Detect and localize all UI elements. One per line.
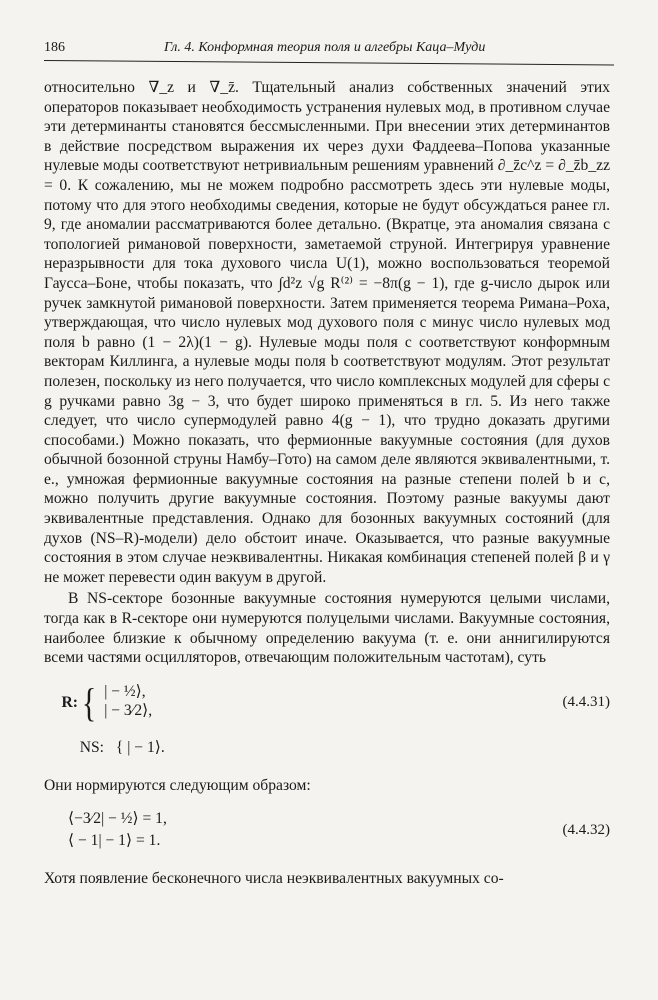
eq-ns-label: NS: xyxy=(79,738,104,756)
ns-state: { | − 1⟩. xyxy=(115,738,165,756)
page-number: 186 xyxy=(44,40,65,55)
equation-4-4-31 xyxy=(44,682,610,760)
r-states xyxy=(104,682,152,721)
paragraph-1: относительно ∇_z и ∇_z̄. Тщательный анализ собственных значений этих операторов показывает необходимость устранения нулевых мод, в противном случае эти детерминанты становятся бессмысленными. При внесении этих детерминантов в действие посредством выражения их через духи Фаддеева–Попова указанные нулевые моды соответствуют нетривиальным решениям уравнений ∂_z̄c^z = ∂_z̄b_zz = 0. К сожалению, мы не можем подробно рассмотреть здесь эти нулевые моды, потому что для этого необходимы сведения, которые не будут обсуждаться ранее гл. 9, где аномалии рассматриваются более детально. (Вкратце, эта аномалия связана с топологией римановой поверхности, заметаемой струной. Интегрируя уравнение неразрывности для тока духового числа U(1), можно воспользоваться теоремой Гаусса–Боне, чтобы показать, что ∫d²z √g R⁽²⁾ = −8π(g − 1), где g-число дырок или ручек замкнутой римановой поверхности. Затем применяется теорема Римана–Роха, утверждающая, что число нулевых мод духового поля c минус число нулевых мод поля b равно (1 − 2λ)(1 − g). Нулевые моды поля c соответствуют конформным векторам Киллинга, а нулевые моды поля b соответствуют модулям. Этот результат полезен, поскольку из него получается, что число комплексных модулей для сферы с g ручками равно 3g − 3, что будет широко применяться в гл. 5. Из него также следует, что число супермодулей равно 4(g − 1), что трудно доказать другими способами.) Можно показать, что фермионные вакуумные состояния (для духов обычной бозонной струны Намбу–Гото) на самом деле являются эквивалентными, т. е., умножая фермионные вакуумные состояния на разные степени полей b и c, можно получить другие вакуумные состояния. Поэтому разные вакуумы дают эквивалентные представления. Однако для бозонных вакуумных состояний (для духов (NS–R)-модели) дело обстоит иначе. Оказывается, что разные вакуумные состояния в этом случае неэквивалентны. Никакая комбинация степеней полей β и γ не может перевести один вакуум в другой. xyxy=(44,79,610,586)
r-state-1: | − ½⟩, xyxy=(104,682,146,700)
page-body xyxy=(44,78,610,889)
norm-line-1 xyxy=(68,809,610,831)
r-state-2: | − 3⁄2⟩, xyxy=(104,702,153,720)
paragraph-3: Они нормируются следующим образом: xyxy=(44,776,311,794)
header-rule xyxy=(44,60,614,65)
eq-number-4-4-32: (4.4.32) xyxy=(562,822,610,839)
norm-eq-1: ⟨−3⁄2| − ½⟩ = 1, xyxy=(68,810,167,828)
norm-eq-2: ⟨ − 1| − 1⟩ = 1. xyxy=(68,832,161,850)
page-header xyxy=(44,40,614,62)
running-title: Гл. 4. Конформная теория поля и алгебры Каца–Муди xyxy=(164,40,486,55)
equation-4-4-32 xyxy=(68,809,610,853)
eq-r-label: R: xyxy=(61,693,78,711)
norm-line-2 xyxy=(68,822,610,853)
paragraph-2: В NS-секторе бозонные вакуумные состояния нумеруются целыми числами, тогда как в R-секторе они нумеруются полуцелыми числами. Вакуумные состояния, наиболее близкие к обычному определению вакуума (т. е. они аннигилируются всеми частями осцилляторов, отвечающим положительным частотам), суть xyxy=(44,590,610,667)
paragraph-4: Хотя появление бесконечного числа неэквивалентных вакуумных со- xyxy=(44,870,504,888)
eq-number-4-4-31: (4.4.31) xyxy=(562,693,610,710)
left-brace: { xyxy=(81,680,97,726)
